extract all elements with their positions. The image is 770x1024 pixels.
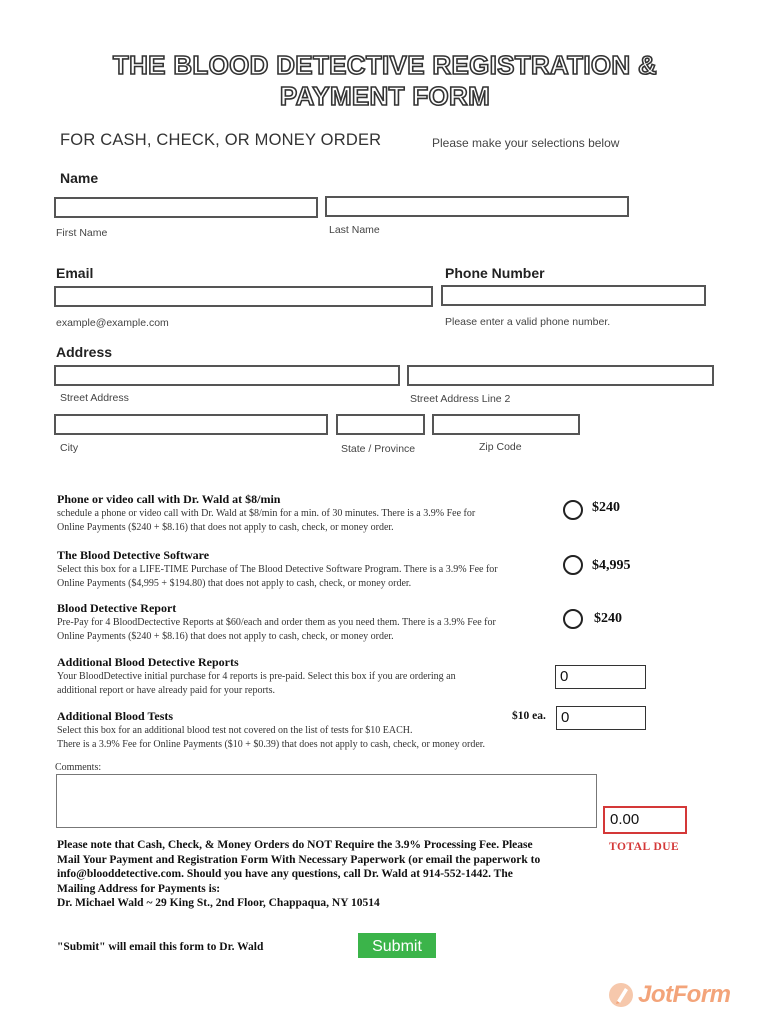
street-address-line2-sublabel: Street Address Line 2 <box>410 393 511 405</box>
item-software-price: $4,995 <box>592 558 631 573</box>
jotform-logo <box>606 980 736 1012</box>
comments-textarea[interactable] <box>56 774 597 828</box>
additional-tests-quantity-input[interactable]: 0 <box>556 706 646 730</box>
additional-reports-desc-line1: Your BloodDetective initial purchase for 4 reports is pre-paid. Select this box if you are ordering an <box>57 671 456 682</box>
instructions-text: Please make your selections below <box>432 136 620 150</box>
mailing-note-line1: Please note that Cash, Check, & Money Orders do NOT Require the 3.9% Processing Fee. Please <box>57 839 533 851</box>
mailing-note-line5: Dr. Michael Wald ~ 29 King St., 2nd Floor, Chappaqua, NY 10514 <box>57 897 380 909</box>
first-name-input[interactable] <box>54 197 318 218</box>
additional-reports-desc-line2: additional report or have already paid for your reports. <box>57 684 275 696</box>
address-label: Address <box>56 344 113 360</box>
city-input[interactable] <box>54 414 328 435</box>
phone-input[interactable] <box>441 285 706 306</box>
jotform-pencil-icon <box>608 982 634 1008</box>
name-label: Name <box>60 170 99 186</box>
additional-reports-quantity-input[interactable]: 0 <box>555 665 646 689</box>
mailing-note-line3: info@blooddetective.com. Should you have any questions, call Dr. Wald at 914-552-1442. The <box>57 868 513 880</box>
item-call-desc-line1: schedule a phone or video call with Dr. Wald at $8/min for a min. of 30 minutes. There is a 3.9% Fee for <box>57 508 476 519</box>
form-title-line2: PAYMENT FORM <box>279 81 491 111</box>
item-call-desc <box>57 507 475 534</box>
item-report-price: $240 <box>594 611 622 626</box>
comments-label: Comments: <box>55 762 102 773</box>
total-due-label: TOTAL DUE <box>609 841 680 853</box>
additional-tests-desc-line1: Select this box for an additional blood test not covered on the list of tests for $10 EACH. <box>57 725 413 736</box>
last-name-sublabel: Last Name <box>329 224 380 236</box>
additional-tests-title: Additional Blood Tests <box>57 709 174 723</box>
item-report-title: Blood Detective Report <box>57 601 177 615</box>
item-software-desc <box>57 563 498 590</box>
item-software-title: The Blood Detective Software <box>57 548 210 562</box>
form-subtitle: FOR CASH, CHECK, OR MONEY ORDER <box>60 131 382 149</box>
total-due-field: 0.00 <box>603 806 687 834</box>
jotform-logo-text: JotForm <box>638 981 731 1008</box>
state-input[interactable] <box>336 414 425 435</box>
additional-reports-desc <box>57 670 456 697</box>
street-address-input[interactable] <box>54 365 400 386</box>
mailing-note-line4: Mailing Address for Payments is: <box>57 882 221 895</box>
phone-sublabel: Please enter a valid phone number. <box>445 316 611 328</box>
additional-reports-title: Additional Blood Detective Reports <box>57 655 239 669</box>
item-software-desc-line1: Select this box for a LIFE-TIME Purchase of The Blood Detective Software Program. There is a 3.9% Fee for <box>57 564 498 575</box>
mailing-note <box>57 838 540 911</box>
additional-tests-desc <box>57 724 485 751</box>
zip-input[interactable] <box>432 414 580 435</box>
item-call-radio[interactable] <box>563 500 583 520</box>
submit-note: "Submit" will email this form to Dr. Wald <box>57 941 264 953</box>
street-address-line2-input[interactable] <box>407 365 714 386</box>
submit-button[interactable]: Submit <box>358 933 436 958</box>
item-call-title: Phone or video call with Dr. Wald at $8/min <box>57 492 281 506</box>
state-sublabel: State / Province <box>341 443 416 455</box>
mailing-note-line2: Mail Your Payment and Registration Form With Necessary Paperwork (or email the paperwork to <box>57 853 541 866</box>
email-sublabel: example@example.com <box>56 317 169 329</box>
form-title-line1: THE BLOOD DETECTIVE REGISTRATION & <box>112 50 658 80</box>
zip-sublabel: Zip Code <box>479 441 522 453</box>
email-label: Email <box>56 265 94 281</box>
item-report-desc-line1: Pre-Pay for 4 BloodDectective Reports at $60/each and order them as you need them. There is a 3.9% Fee for <box>57 617 496 628</box>
additional-tests-desc-line2: There is a 3.9% Fee for Online Payments ($10 + $0.39) that does not apply to cash, check, or money order. <box>57 738 486 750</box>
item-report-desc <box>57 616 496 643</box>
email-input[interactable] <box>54 286 433 307</box>
item-call-desc-line2: Online Payments ($240 + $8.16) that does not apply to cash, check, or money order. <box>57 521 394 533</box>
phone-label: Phone Number <box>445 265 545 281</box>
city-sublabel: City <box>60 442 79 454</box>
first-name-sublabel: First Name <box>56 227 108 239</box>
item-report-desc-line2: Online Payments ($240 + $8.16) that does not apply to cash, check, or money order. <box>57 630 394 642</box>
additional-tests-price: $10 ea. <box>512 710 546 722</box>
street-address-sublabel: Street Address <box>60 392 129 404</box>
item-report-radio[interactable] <box>563 609 583 629</box>
item-software-radio[interactable] <box>563 555 583 575</box>
item-call-price: $240 <box>592 500 620 515</box>
item-software-desc-line2: Online Payments ($4,995 + $194.80) that does not apply to cash, check, or money order. <box>57 577 412 589</box>
form-title <box>0 50 770 112</box>
last-name-input[interactable] <box>325 196 629 217</box>
